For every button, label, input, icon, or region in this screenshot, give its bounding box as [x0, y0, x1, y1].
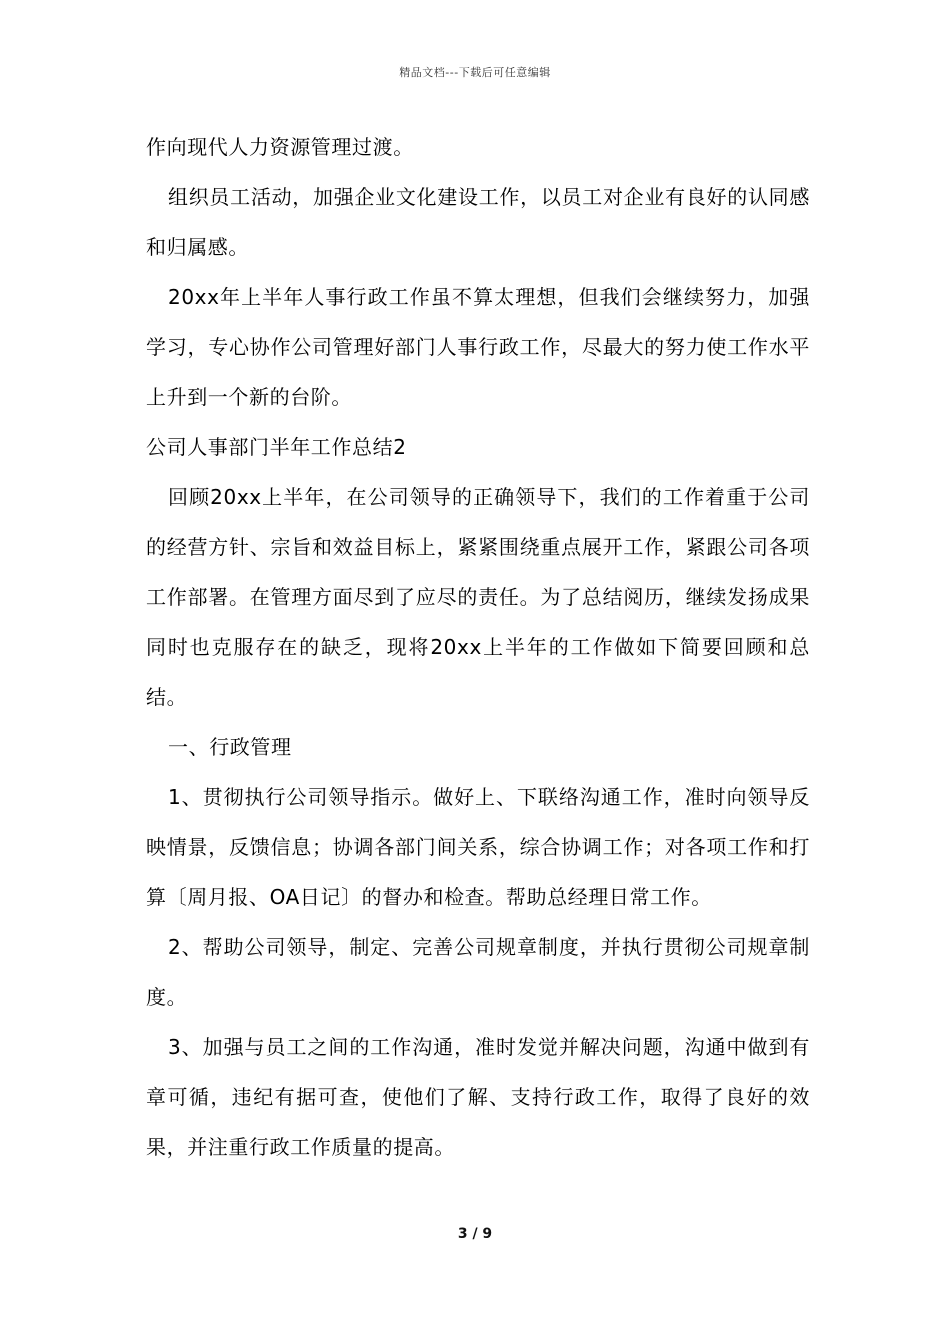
- paragraph-review: 回顾20xx上半年，在公司领导的正确领导下，我们的工作着重于公司的经营方针、宗旨和效益目标上，紧紧围绕重点展开工作，紧跟公司各项工作部署。在管理方面尽到了应尽的责任。为了总结阅历，继续发扬成果同时也克服存在的缺乏，现将20xx上半年的工作做如下简要回顾和总结。: [146, 485, 810, 709]
- list-item-2: 2、帮助公司领导，制定、完善公司规章制度，并执行贯彻公司规章制度。: [146, 935, 810, 1009]
- section-title: 公司人事部门半年工作总结2: [146, 435, 407, 459]
- page-number: 3 / 9: [457, 1226, 493, 1242]
- paragraph-half-year-summary: 20xx年上半年人事行政工作虽不算太理想，但我们会继续努力，加强学习，专心协作公司管理好部门人事行政工作，尽最大的努力使工作水平上升到一个新的台阶。: [146, 285, 810, 409]
- list-item-3: 3、加强与员工之间的工作沟通，准时发觉并解决问题，沟通中做到有章可循，违纪有据可查，使他们了解、支持行政工作，取得了良好的效果，并注重行政工作质量的提高。: [146, 1035, 810, 1159]
- list-item-1: 1、贯彻执行公司领导指示。做好上、下联络沟通工作，准时向领导反映情景，反馈信息；协调各部门间关系，综合协调工作；对各项工作和打算〔周月报、OA日记〕的督办和检查。帮助总经理日常工作。: [146, 785, 810, 909]
- section-heading-admin: 一、行政管理: [168, 735, 292, 759]
- paragraph-employee-activities: 组织员工活动，加强企业文化建设工作，以员工对企业有良好的认同感和归属感。: [146, 185, 810, 259]
- paragraph-continuation: 作向现代人力资源管理过渡。: [146, 135, 414, 159]
- document-body: [146, 122, 810, 1172]
- page-header: 精品文档---下载后可任意编辑: [399, 66, 551, 79]
